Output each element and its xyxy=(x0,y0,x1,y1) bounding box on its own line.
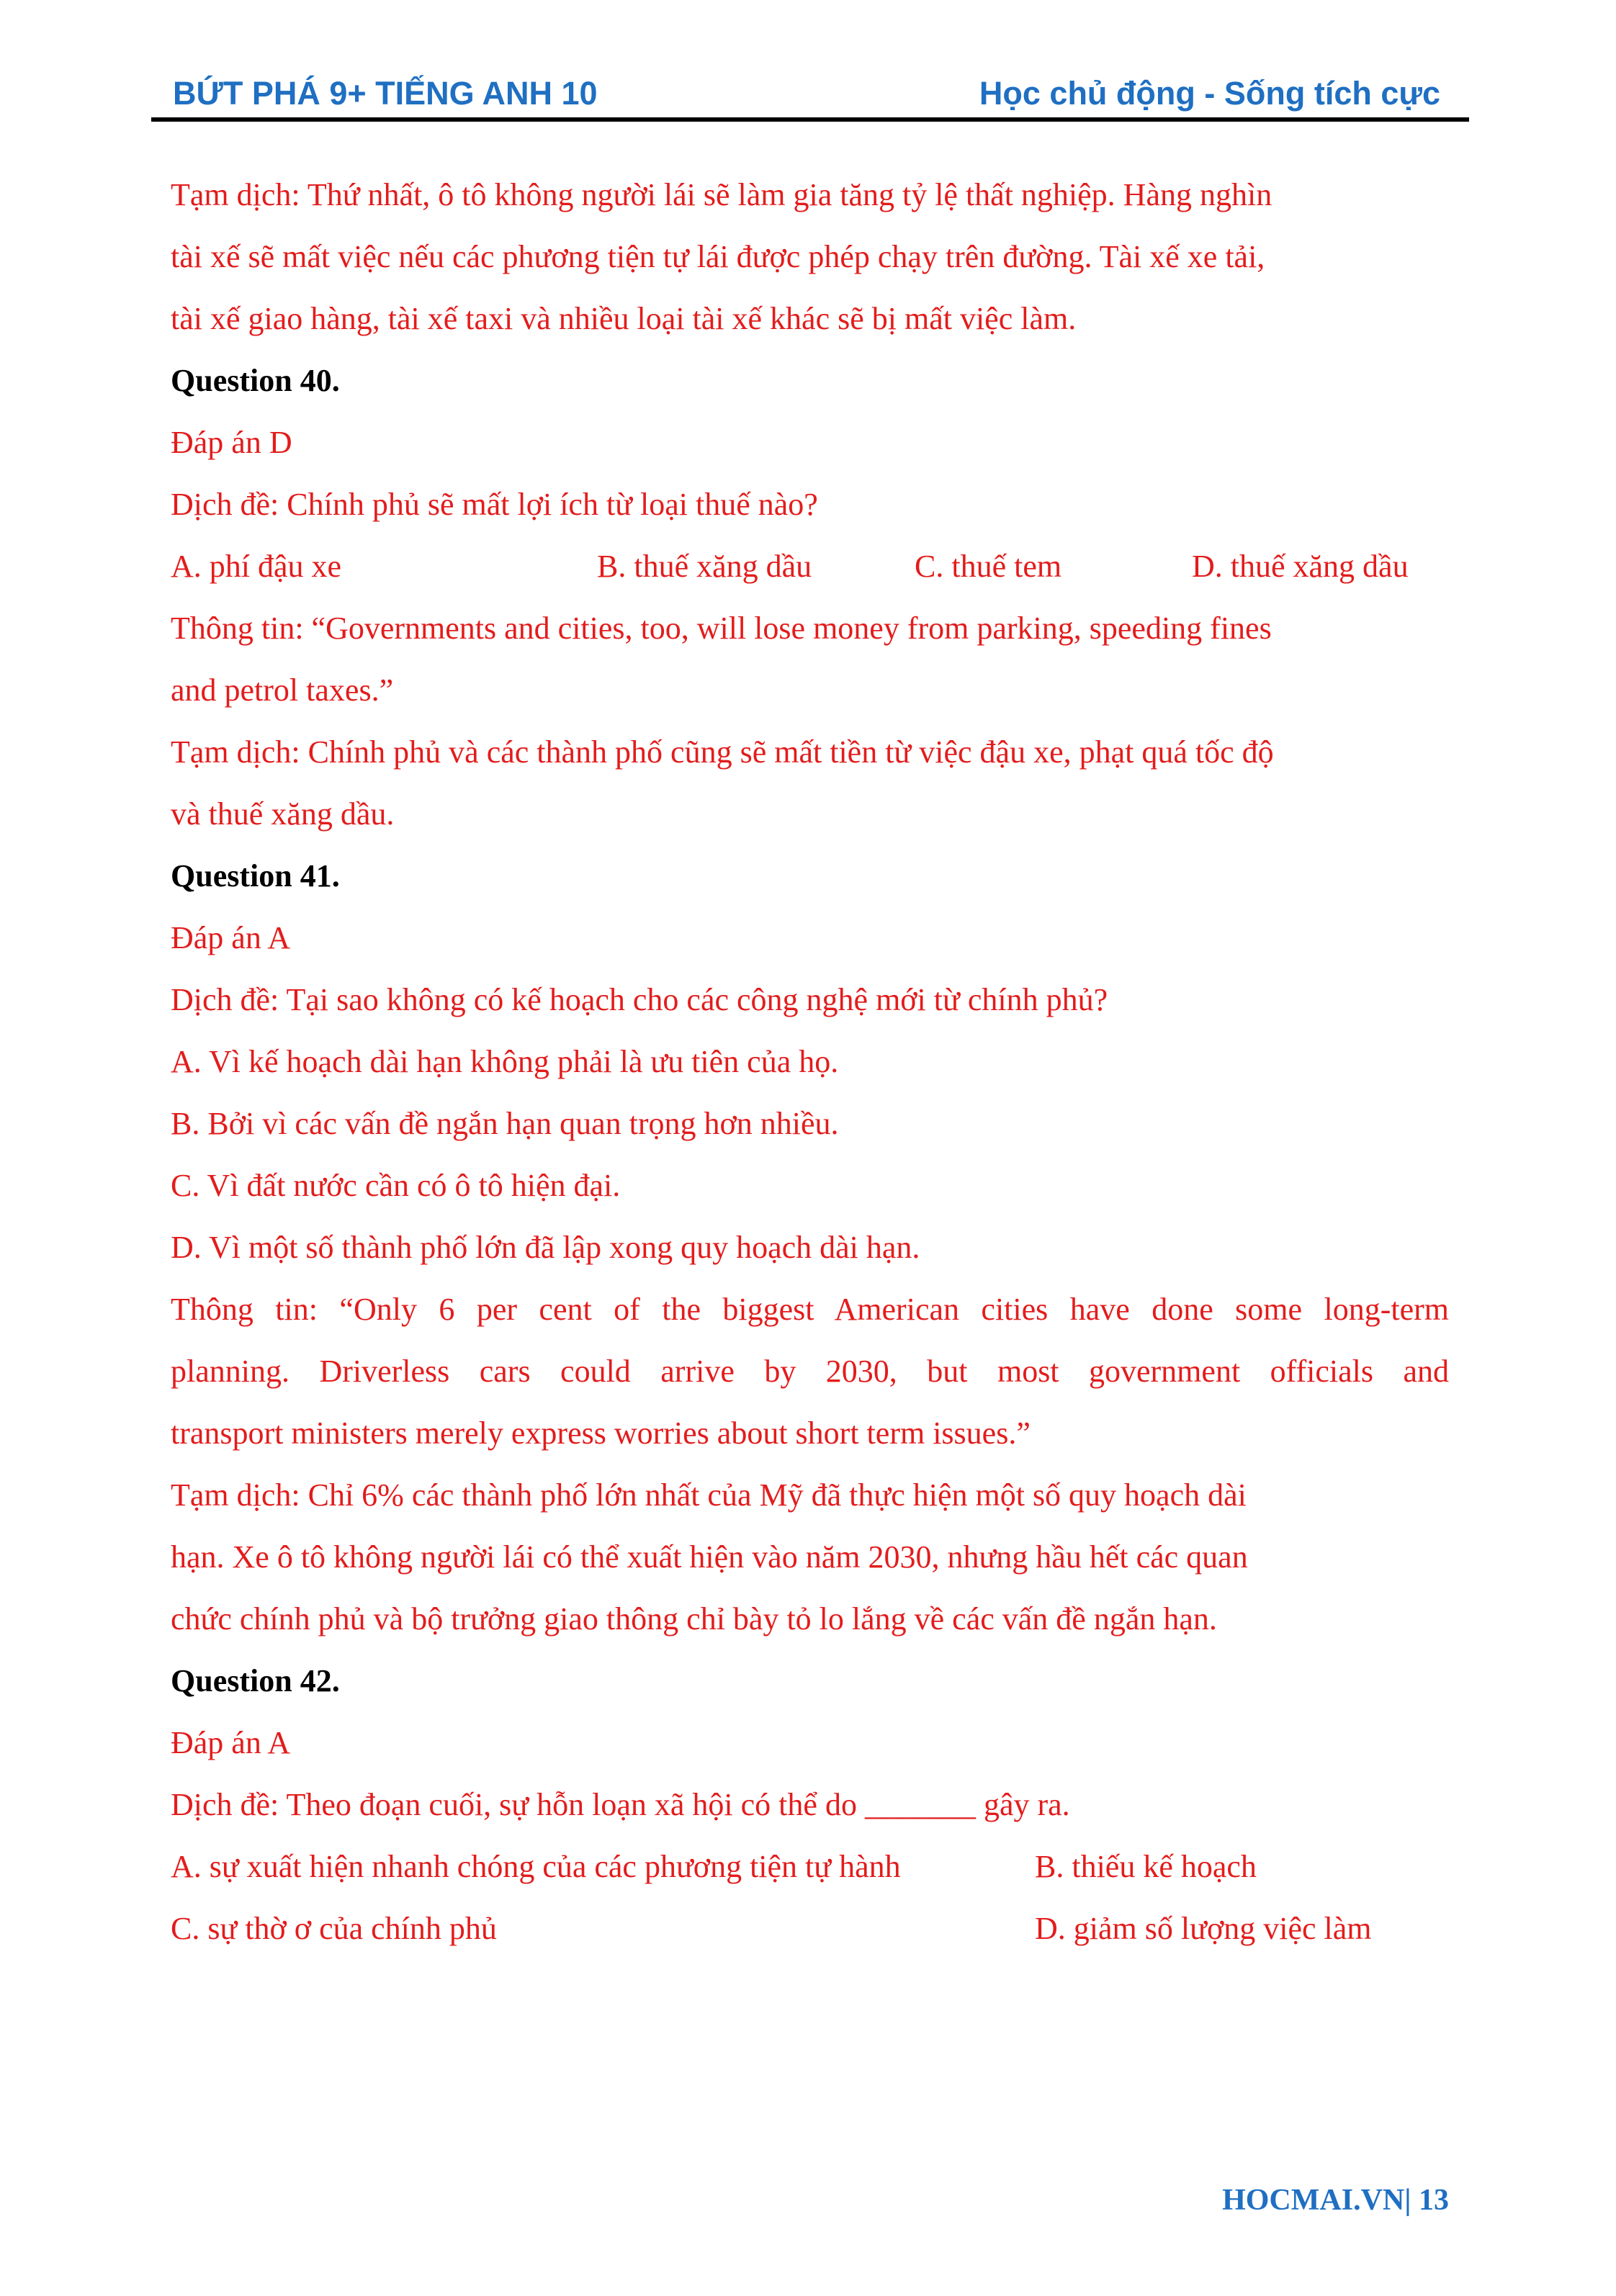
option-c: C. Vì đất nước cần có ô tô hiện đại. xyxy=(171,1168,621,1203)
paragraph-line: tài xế sẽ mất việc nếu các phương tiện tự lái được phép chạy trên đường. Tài xế xe tải, xyxy=(171,239,1265,274)
question-42-options-row-1 xyxy=(171,1836,1449,1898)
question-41-info: Thông tin: “Only 6 per cent of the biggest American cities have done some long-term xyxy=(171,1292,1449,1327)
question-40-translation: Tạm dịch: Chính phủ và các thành phố cũng sẽ mất tiền từ việc đậu xe, phạt quá tốc độ xyxy=(171,734,1274,770)
question-41-info: planning. Driverless cars could arrive by 2030, but most government officials and xyxy=(171,1354,1449,1389)
question-42-text: Dịch đề: Theo đoạn cuối, sự hỗn loạn xã hội có thể do _______ gây ra. xyxy=(171,1787,1070,1822)
page-header xyxy=(151,72,1469,117)
question-40-info: and petrol taxes.” xyxy=(171,672,394,708)
question-41-text: Dịch đề: Tại sao không có kế hoạch cho các công nghệ mới từ chính phủ? xyxy=(171,982,1108,1017)
header-title: BỨT PHÁ 9+ TIẾNG ANH 10 xyxy=(173,75,598,112)
question-41-answer: Đáp án A xyxy=(171,920,291,955)
question-42-answer: Đáp án A xyxy=(171,1725,291,1760)
question-41-translation: chức chính phủ và bộ trưởng giao thông chỉ bày tỏ lo lắng về các vấn đề ngắn hạn. xyxy=(171,1601,1217,1637)
option-a: A. Vì kế hoạch dài hạn không phải là ưu tiên của họ. xyxy=(171,1044,839,1079)
option-c: C. sự thờ ơ của chính phủ xyxy=(171,1911,497,1946)
option-d: D. Vì một số thành phố lớn đã lập xong quy hoạch dài hạn. xyxy=(171,1230,920,1265)
option-d: D. giảm số lượng việc làm xyxy=(1035,1911,1372,1946)
paragraph-line: tài xế giao hàng, tài xế taxi và nhiều loại tài xế khác sẽ bị mất việc làm. xyxy=(171,301,1077,336)
question-42-title: Question 42. xyxy=(171,1663,340,1698)
paragraph-line: Tạm dịch: Thứ nhất, ô tô không người lái sẽ làm gia tăng tỷ lệ thất nghiệp. Hàng nghìn xyxy=(171,177,1272,212)
header-slogan: Học chủ động - Sống tích cực xyxy=(979,75,1440,112)
header-divider xyxy=(151,117,1469,122)
question-40-options xyxy=(171,536,1449,598)
option-c: C. thuế tem xyxy=(915,549,1062,584)
page-footer: HOCMAI.VN| 13 xyxy=(1222,2184,1449,2217)
option-b: B. Bởi vì các vấn đề ngắn hạn quan trọng hơn nhiều. xyxy=(171,1106,839,1141)
question-40-text: Dịch đề: Chính phủ sẽ mất lợi ích từ loại thuế nào? xyxy=(171,487,818,522)
question-41-info: transport ministers merely express worries about short term issues.” xyxy=(171,1415,1031,1451)
option-b: B. thiếu kế hoạch xyxy=(1035,1849,1257,1884)
option-b: B. thuế xăng dầu xyxy=(597,549,812,584)
question-41-translation: hạn. Xe ô tô không người lái có thể xuất hiện vào năm 2030, nhưng hầu hết các quan xyxy=(171,1539,1248,1575)
question-40-answer: Đáp án D xyxy=(171,425,292,460)
question-40-translation: và thuế xăng dầu. xyxy=(171,796,395,832)
question-40-title: Question 40. xyxy=(171,363,340,398)
question-41-translation: Tạm dịch: Chỉ 6% các thành phố lớn nhất của Mỹ đã thực hiện một số quy hoạch dài xyxy=(171,1477,1247,1513)
question-41-title: Question 41. xyxy=(171,858,340,893)
option-d: D. thuế xăng dầu xyxy=(1192,549,1409,584)
question-40-info: Thông tin: “Governments and cities, too, will lose money from parking, speeding fines xyxy=(171,611,1272,646)
option-a: A. sự xuất hiện nhanh chóng của các phương tiện tự hành xyxy=(171,1849,901,1884)
question-42-options-row-2 xyxy=(171,1898,1449,1960)
document-body xyxy=(171,164,1449,1960)
option-a: A. phí đậu xe xyxy=(171,549,342,584)
